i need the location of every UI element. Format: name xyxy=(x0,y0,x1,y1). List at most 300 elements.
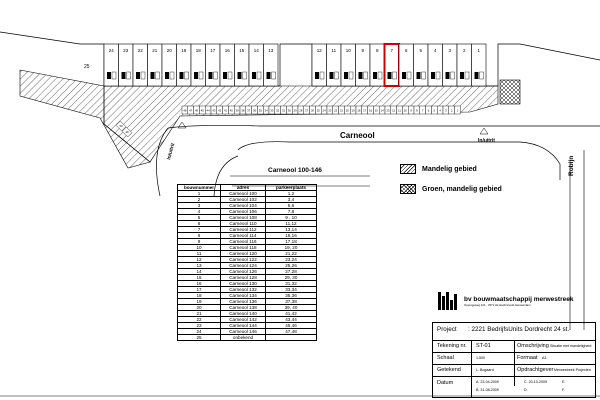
datum-b: B. 31-08-2009 xyxy=(476,388,499,392)
parking-space-33 xyxy=(269,106,275,114)
parking-space-29 xyxy=(292,106,298,114)
legend-green xyxy=(400,184,502,194)
parking-number: 32 xyxy=(276,108,280,113)
parking-number: 27 xyxy=(305,108,309,113)
parkeerplaats-cell: 33,34 xyxy=(266,287,317,293)
parkeerplaats-cell: 27,28 xyxy=(266,269,317,275)
parking-number: 49 xyxy=(125,130,129,134)
legend-shared-label: Mandelig gebied xyxy=(422,165,477,173)
parking-number: 50 xyxy=(119,124,123,128)
adres-cell: Carneool 102 xyxy=(221,197,266,203)
parkeerplaats-cell: 39, 40 xyxy=(266,305,317,311)
parking-number: 16 xyxy=(368,108,373,113)
parking-space-42 xyxy=(217,106,223,114)
door-mark xyxy=(330,72,334,79)
road-edge-lower xyxy=(238,142,560,180)
datum-d: D. xyxy=(524,388,528,392)
unit-number: 7 xyxy=(390,48,394,53)
table-row xyxy=(178,281,317,287)
parking-number: 22 xyxy=(334,108,338,113)
bouwnummer-cell: 13 xyxy=(178,263,221,269)
getekend-label: Getekend xyxy=(437,367,461,373)
parking-number: 17 xyxy=(363,108,367,113)
bouwnummer-cell: 9 xyxy=(178,239,221,245)
unit-number: 3 xyxy=(448,48,452,53)
parking-number: 48 xyxy=(183,108,187,113)
parking-space-37 xyxy=(246,106,252,114)
tekening-label: Tekening nr. xyxy=(437,343,467,349)
parking-number: 9 xyxy=(410,108,412,113)
table-row xyxy=(178,275,317,281)
parking-space-1 xyxy=(455,106,461,114)
parking-space-32 xyxy=(275,106,281,114)
parking-number: 10 xyxy=(403,108,407,113)
unit-number: 8 xyxy=(375,48,379,53)
adres-cell: Carneool 112 xyxy=(221,227,266,233)
unit-2 xyxy=(457,44,472,86)
parking-number: 42 xyxy=(218,108,222,113)
unit-number: 21 xyxy=(152,48,158,53)
bouwnummer-cell: 21 xyxy=(178,311,221,317)
parking-number: 7 xyxy=(421,108,424,113)
adres-cell: Carneool 110 xyxy=(221,221,266,227)
parking-number: 3 xyxy=(445,108,447,113)
adres-cell: Carneool 100 xyxy=(221,191,266,197)
parking-number: 40 xyxy=(229,108,233,113)
project-value: : 2221 BedrijfsUnits Dordrecht 24 st. xyxy=(468,326,570,333)
street-side: Robijn xyxy=(568,155,575,176)
parking-number: 13 xyxy=(386,108,390,113)
adres-cell: Carneool 136 xyxy=(221,299,266,305)
bouwnummer-cell: 11 xyxy=(178,251,221,257)
parking-number: 31 xyxy=(281,108,286,113)
parking-space-7 xyxy=(420,106,426,114)
unit-number: 24 xyxy=(108,48,114,53)
bouwnummer-cell: 1 xyxy=(178,191,221,197)
unit-number: 19 xyxy=(181,48,187,53)
unit-number: 4 xyxy=(433,48,437,53)
unit-number: 2 xyxy=(462,48,466,53)
parking-number: 35 xyxy=(258,108,262,113)
unit-number: 14 xyxy=(253,48,259,53)
adres-cell: Carneool 122 xyxy=(221,257,266,263)
unit-number: 5 xyxy=(419,48,423,53)
parkeerplaats-cell: 45,46 xyxy=(266,323,317,329)
entrance-label-left: In/uitrit xyxy=(166,142,177,161)
datum-label: Datum xyxy=(437,380,454,386)
project-label: Project xyxy=(437,326,457,333)
parkeerplaats-cell: 15,16 xyxy=(266,233,317,239)
parking-number: 44 xyxy=(206,108,210,113)
unit-15 xyxy=(235,44,250,86)
adres-cell: Carneool 120 xyxy=(221,251,266,257)
bouwnummer-cell: 23 xyxy=(178,323,221,329)
formaat-label: Formaat xyxy=(517,355,538,361)
bouwnummer-cell: 24 xyxy=(178,329,221,335)
parking-space-16 xyxy=(368,106,374,114)
unit-number: 9 xyxy=(361,48,365,53)
col-parkeerplaats: parkeerplaats xyxy=(266,185,317,191)
parcel-boundary xyxy=(0,32,600,86)
table-row xyxy=(178,221,317,227)
table-row xyxy=(178,269,317,275)
parking-space-6 xyxy=(426,106,432,114)
parkeerplaats-cell: 21,22 xyxy=(266,251,317,257)
parking-space-19 xyxy=(350,106,356,114)
parking-number: 46 xyxy=(194,108,199,113)
unit-number: 20 xyxy=(166,48,172,53)
table-row xyxy=(178,257,317,263)
table-row xyxy=(178,299,317,305)
door-mark xyxy=(238,72,242,79)
parking-space-17 xyxy=(362,106,368,114)
parking-number: 41 xyxy=(223,108,228,113)
parking-number: 2 xyxy=(450,108,453,113)
unit-number: 15 xyxy=(239,48,245,53)
parking-number: 23 xyxy=(328,108,332,113)
parking-space-20 xyxy=(344,106,350,114)
formaat-value: A3 xyxy=(542,356,547,360)
parking-space-48 xyxy=(182,106,188,114)
parking-space-38 xyxy=(240,106,246,114)
unit-number: 13 xyxy=(268,48,274,53)
adres-cell: Carneool 144 xyxy=(221,323,266,329)
parkeerplaats-cell xyxy=(266,335,317,341)
units-left xyxy=(104,44,278,86)
adres-cell: Carneool 142 xyxy=(221,317,266,323)
hatch-swatch xyxy=(400,164,416,174)
door-mark xyxy=(267,72,271,79)
parkeerplaats-cell: 17,18 xyxy=(266,239,317,245)
unit-number: 11 xyxy=(331,48,337,53)
parking-number: 45 xyxy=(200,108,204,113)
unit-number: 12 xyxy=(316,48,322,53)
unit-5 xyxy=(414,44,429,86)
street-main: Carneool xyxy=(340,131,375,140)
unit-19 xyxy=(177,44,192,86)
parking-number: 18 xyxy=(357,108,361,113)
datum-e: E. xyxy=(562,380,566,384)
unit-11 xyxy=(327,44,342,86)
parking-number: 11 xyxy=(398,108,401,113)
parkeerplaats-cell: 47,48 xyxy=(266,329,317,335)
parkeerplaats-cell: 19, 20 xyxy=(266,245,317,251)
parking-number: 12 xyxy=(392,108,396,113)
opdrachtgever-value: Merwestreek Projecten xyxy=(554,368,591,372)
parking-space-11 xyxy=(397,106,403,114)
unit-number: 18 xyxy=(195,48,201,53)
entrance-marker-right xyxy=(480,128,488,134)
parking-number: 28 xyxy=(299,108,303,113)
table-row xyxy=(178,317,317,323)
table-row xyxy=(178,311,317,317)
door-mark xyxy=(315,72,319,79)
road-edge-upper xyxy=(168,125,600,128)
door-mark xyxy=(359,72,363,79)
schaal-value: 1:500 xyxy=(476,356,485,360)
door-mark xyxy=(373,72,377,79)
adres-cell: Carneool 106 xyxy=(221,209,266,215)
parking-number: 29 xyxy=(293,108,297,113)
parking-space-40 xyxy=(228,106,234,114)
adres-cell: Carneool 116 xyxy=(221,239,266,245)
door-mark xyxy=(165,72,169,79)
table-row xyxy=(178,293,317,299)
parking-space-46 xyxy=(194,106,200,114)
door-mark xyxy=(122,72,126,79)
door-mark xyxy=(344,72,348,79)
table-row xyxy=(178,215,317,221)
parking-number: 47 xyxy=(189,108,193,113)
unit-7 xyxy=(385,44,400,86)
door-mark xyxy=(107,72,111,79)
parkeerplaats-cell: 23,24 xyxy=(266,257,317,263)
parking-space-3 xyxy=(443,106,449,114)
parkeerplaats-cell: 9 , 10 xyxy=(266,215,317,221)
street-sub: Carneool 100-146 xyxy=(268,167,322,174)
col-bouwnummer: bouwnummer xyxy=(178,185,221,191)
green-area xyxy=(500,80,520,104)
parkeerplaats-cell: 31,32 xyxy=(266,281,317,287)
legend-shared xyxy=(400,164,477,174)
parking-number: 34 xyxy=(264,108,268,113)
door-mark xyxy=(252,72,256,79)
parkeerplaats-cell: 13,14 xyxy=(266,227,317,233)
parking-space-35 xyxy=(257,106,263,114)
adres-cell: Carneool 118 xyxy=(221,245,266,251)
table-row xyxy=(178,263,317,269)
parking-space-8 xyxy=(414,106,420,114)
parking-space-44 xyxy=(205,106,211,114)
parking-number: 30 xyxy=(287,108,291,113)
bouwnummer-cell: 2 xyxy=(178,197,221,203)
parking-number: 8 xyxy=(416,108,418,113)
bouwnummer-cell: 20 xyxy=(178,305,221,311)
parking-number: 4 xyxy=(439,108,441,113)
unit-number: 22 xyxy=(137,48,143,53)
door-mark xyxy=(194,72,198,79)
unit-13 xyxy=(264,44,279,86)
parkeerplaats-cell: 7,8 xyxy=(266,209,317,215)
units-right xyxy=(312,44,486,86)
door-mark xyxy=(475,72,479,79)
bouwnummer-cell: 15 xyxy=(178,275,221,281)
parking-space-45 xyxy=(199,106,205,114)
unit-16 xyxy=(220,44,235,86)
company-logo xyxy=(438,292,573,310)
parking-space-28 xyxy=(298,106,304,114)
unit-4 xyxy=(428,44,443,86)
parking-number: 6 xyxy=(427,108,430,113)
door-mark xyxy=(136,72,140,79)
adres-cell: Carneool 114 xyxy=(221,233,266,239)
bouwnummer-cell: 6 xyxy=(178,221,221,227)
adres-cell: Carneool 128 xyxy=(221,275,266,281)
adres-cell: Carneool 108 xyxy=(221,215,266,221)
parking-number: 36 xyxy=(252,108,257,113)
unit-6 xyxy=(399,44,414,86)
address-table-body xyxy=(178,191,317,341)
unit-1 xyxy=(472,44,487,86)
table-row xyxy=(178,239,317,245)
parking-number: 15 xyxy=(374,108,378,113)
tekening-value: ST-01 xyxy=(476,343,491,349)
table-row xyxy=(178,227,317,233)
datum-a: A. 23-04-2009 xyxy=(476,380,499,384)
unit-20 xyxy=(162,44,177,86)
parkeerplaats-cell: 41,42 xyxy=(266,311,317,317)
table-row xyxy=(178,329,317,335)
parkeerplaats-cell: 3,4 xyxy=(266,197,317,203)
title-block xyxy=(432,322,596,398)
door-mark xyxy=(431,72,435,79)
bouwnummer-cell: 18 xyxy=(178,293,221,299)
parkeerplaats-cell: 11,12 xyxy=(266,221,317,227)
unit-8 xyxy=(370,44,385,86)
door-mark xyxy=(388,72,392,79)
unit-number: 1 xyxy=(477,48,481,53)
unit-10 xyxy=(341,44,356,86)
cross-swatch xyxy=(400,184,416,194)
bouwnummer-cell: 10 xyxy=(178,245,221,251)
parking-number: 14 xyxy=(380,108,384,113)
parking-number: 26 xyxy=(310,108,315,113)
parking-space-27 xyxy=(304,106,310,114)
unit-24 xyxy=(104,44,119,86)
adres-cell: Carneool 126 xyxy=(221,269,266,275)
parking-number: 43 xyxy=(212,108,216,113)
parking-space-30 xyxy=(286,106,292,114)
parking-number: 33 xyxy=(270,108,274,113)
adres-cell: Carneool 134 xyxy=(221,293,266,299)
table-row xyxy=(178,251,317,257)
parkeerplaats-cell: 5,6 xyxy=(266,203,317,209)
parking-number: 25 xyxy=(316,108,320,113)
parking-number: 20 xyxy=(345,108,349,113)
parking-number: 1 xyxy=(456,108,459,113)
parking-number: 37 xyxy=(247,108,251,113)
parking-space-23 xyxy=(327,106,333,114)
unit-22 xyxy=(133,44,148,86)
col-adres: adres xyxy=(221,185,266,191)
unit-17 xyxy=(206,44,221,86)
company-name: bv bouwmaatschappij merwestreek xyxy=(464,295,574,303)
parkeerplaats-cell: 25,26 xyxy=(266,263,317,269)
table-row xyxy=(178,233,317,239)
bouwnummer-cell: 5 xyxy=(178,215,221,221)
door-mark xyxy=(209,72,213,79)
parking-space-43 xyxy=(211,106,217,114)
unit-number: 16 xyxy=(224,48,230,53)
parking-number: 24 xyxy=(322,108,326,113)
parking-space-12 xyxy=(391,106,397,114)
entrance-label-right: In/uitrit xyxy=(478,138,495,144)
table-row xyxy=(178,335,317,341)
unit-12 xyxy=(312,44,327,86)
parking-space-15 xyxy=(373,106,379,114)
block-label: 25 xyxy=(84,64,90,70)
door-mark xyxy=(402,72,406,79)
parking-space-4 xyxy=(437,106,443,114)
parking-space-14 xyxy=(379,106,385,114)
datum-f: F. xyxy=(562,388,565,392)
parkeerplaats-cell: 35,36 xyxy=(266,293,317,299)
parking-space-5 xyxy=(431,106,437,114)
parkeerplaats-cell: 43,44 xyxy=(266,317,317,323)
unit-3 xyxy=(443,44,458,86)
unit-number: 23 xyxy=(123,48,129,53)
parking-number: 38 xyxy=(241,108,245,113)
table-row xyxy=(178,245,317,251)
adres-cell: Carneool 130 xyxy=(221,281,266,287)
parking-space-25 xyxy=(315,106,321,114)
parking-space-10 xyxy=(402,106,408,114)
adres-cell: Carneool 140 xyxy=(221,311,266,317)
bouwnummer-cell: 12 xyxy=(178,257,221,263)
parkeerplaats-cell: 1,2 xyxy=(266,191,317,197)
unit-18 xyxy=(191,44,206,86)
door-mark xyxy=(180,72,184,79)
parking-space-26 xyxy=(310,106,316,114)
unit-23 xyxy=(119,44,134,86)
unit-number: 10 xyxy=(345,48,351,53)
parking-space-47 xyxy=(188,106,194,114)
unit-number: 6 xyxy=(404,48,408,53)
door-mark xyxy=(460,72,464,79)
unit-number: 17 xyxy=(210,48,216,53)
parking-space-9 xyxy=(408,106,414,114)
omschrijving-label: Omschrijving xyxy=(517,343,549,349)
bouwnummer-cell: 7 xyxy=(178,227,221,233)
parking-space-36 xyxy=(252,106,258,114)
bouwnummer-cell: 16 xyxy=(178,281,221,287)
legend-green-label: Groen, mandelig gebied xyxy=(422,185,502,193)
door-mark xyxy=(417,72,421,79)
omschrijving-value: Situatie met mandeligheid xyxy=(550,344,592,348)
schaal-label: Schaal xyxy=(437,355,454,361)
address-table xyxy=(177,184,317,341)
adres-cell: Carneool 138 xyxy=(221,305,266,311)
parking-space-18 xyxy=(356,106,362,114)
parking-number: 19 xyxy=(351,108,355,113)
parking-space-2 xyxy=(449,106,455,114)
adres-cell: onbekend xyxy=(221,335,266,341)
adres-cell: Carneool 104 xyxy=(221,203,266,209)
parking-number: 39 xyxy=(235,108,239,113)
shared-area xyxy=(104,86,498,162)
door-mark xyxy=(223,72,227,79)
bouwnummer-cell: 17 xyxy=(178,287,221,293)
parking-space-21 xyxy=(339,106,345,114)
parking-space-13 xyxy=(385,106,391,114)
door-mark xyxy=(151,72,155,79)
company-address: Oppergeweg 121 · 3371 LE Hardinxveld-Giessendam xyxy=(464,302,531,307)
table-row xyxy=(178,305,317,311)
parkeerplaats-cell: 37,38 xyxy=(266,299,317,305)
parking-space-41 xyxy=(223,106,229,114)
bouwnummer-cell: 4 xyxy=(178,209,221,215)
parking-space-22 xyxy=(333,106,339,114)
unit-14 xyxy=(249,44,264,86)
bouwnummer-cell: 25 xyxy=(178,335,221,341)
opdrachtgever-label: Opdrachtgever xyxy=(517,367,554,373)
adres-cell: Carneool 124 xyxy=(221,263,266,269)
unit-9 xyxy=(356,44,371,86)
door-mark xyxy=(446,72,450,79)
bouwnummer-cell: 3 xyxy=(178,203,221,209)
logo-mark xyxy=(438,292,460,310)
getekend-value: L. Bogaard xyxy=(476,368,494,372)
